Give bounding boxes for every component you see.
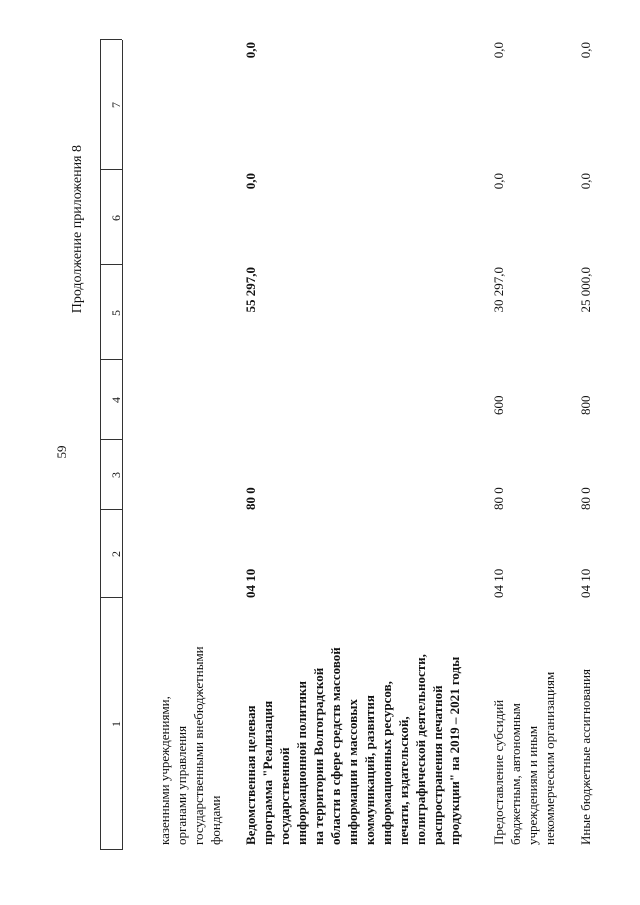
cell-amount-2019: 30 297,0 [491, 267, 506, 313]
cell-amount-2021: 0,0 [243, 42, 258, 59]
column-number-1: 1 [109, 721, 123, 727]
column-divider [100, 359, 122, 360]
name-line: программа "Реализация [260, 700, 275, 845]
column-number-6: 6 [109, 215, 123, 221]
name-line: Иные бюджетные ассигнования [578, 668, 593, 845]
cell-type: 600 [491, 395, 506, 415]
column-divider [100, 849, 122, 850]
name-line: области в сфере средств массовой [328, 647, 343, 845]
name-line: продукции" на 2019 – 2021 годы [447, 656, 462, 845]
name-line: распространения печатной [430, 685, 445, 845]
column-divider [100, 509, 122, 510]
name-line: бюджетным, автономным [508, 703, 523, 845]
cell-amount-2020: 0,0 [491, 173, 506, 190]
name-line: фондами [208, 795, 223, 845]
cell-target: 80 0 [491, 487, 506, 510]
name-line: казенными учреждениями, [157, 696, 172, 845]
name-line: государственной [277, 747, 292, 845]
cell-amount-2020: 0,0 [243, 173, 258, 190]
name-line: учреждениям и иным [525, 725, 540, 845]
column-number-4: 4 [109, 397, 123, 403]
cell-target: 80 0 [243, 487, 258, 510]
name-line: Предоставление субсидий [491, 699, 506, 845]
column-number-2: 2 [109, 551, 123, 557]
name-line: полиграфической деятельности, [413, 654, 428, 845]
continuation-label: Продолжение приложения 8 [70, 145, 85, 314]
name-line: информационной политики [294, 681, 309, 845]
cell-section: 04 10 [491, 568, 506, 598]
page-number: 59 [54, 445, 69, 459]
header-bottom-line [122, 40, 123, 850]
name-line: государственными внебюджетными [191, 646, 206, 845]
header-top-line [100, 40, 101, 850]
name-line: информации и массовых [345, 699, 360, 845]
cell-type: 800 [578, 395, 593, 415]
column-divider [100, 439, 122, 440]
cell-amount-2019: 55 297,0 [243, 267, 258, 313]
cell-section: 04 10 [578, 568, 593, 598]
cell-amount-2021: 0,0 [578, 42, 593, 59]
name-line: печати, издательской, [396, 716, 411, 845]
column-divider [100, 169, 122, 170]
cell-target: 80 0 [578, 487, 593, 510]
column-number-3: 3 [109, 472, 123, 478]
name-line: информационных ресурсов, [379, 681, 394, 845]
name-line: некоммерческим организациям [542, 671, 557, 845]
name-line: Ведомственная целевая [243, 705, 258, 845]
row-name [242, 545, 463, 845]
name-line: органами управления [174, 725, 189, 845]
column-divider [100, 39, 122, 40]
cell-section: 04 10 [243, 568, 258, 598]
column-divider [100, 597, 122, 598]
name-line: коммуникаций, развития [362, 695, 377, 845]
cell-amount-2020: 0,0 [578, 173, 593, 190]
column-number-7: 7 [109, 102, 123, 108]
cell-amount-2019: 25 000,0 [578, 267, 593, 313]
column-divider [100, 264, 122, 265]
row-name [156, 545, 224, 845]
column-number-5: 5 [109, 310, 123, 316]
name-line: на территории Волгоградской [311, 667, 326, 845]
cell-amount-2021: 0,0 [491, 42, 506, 59]
